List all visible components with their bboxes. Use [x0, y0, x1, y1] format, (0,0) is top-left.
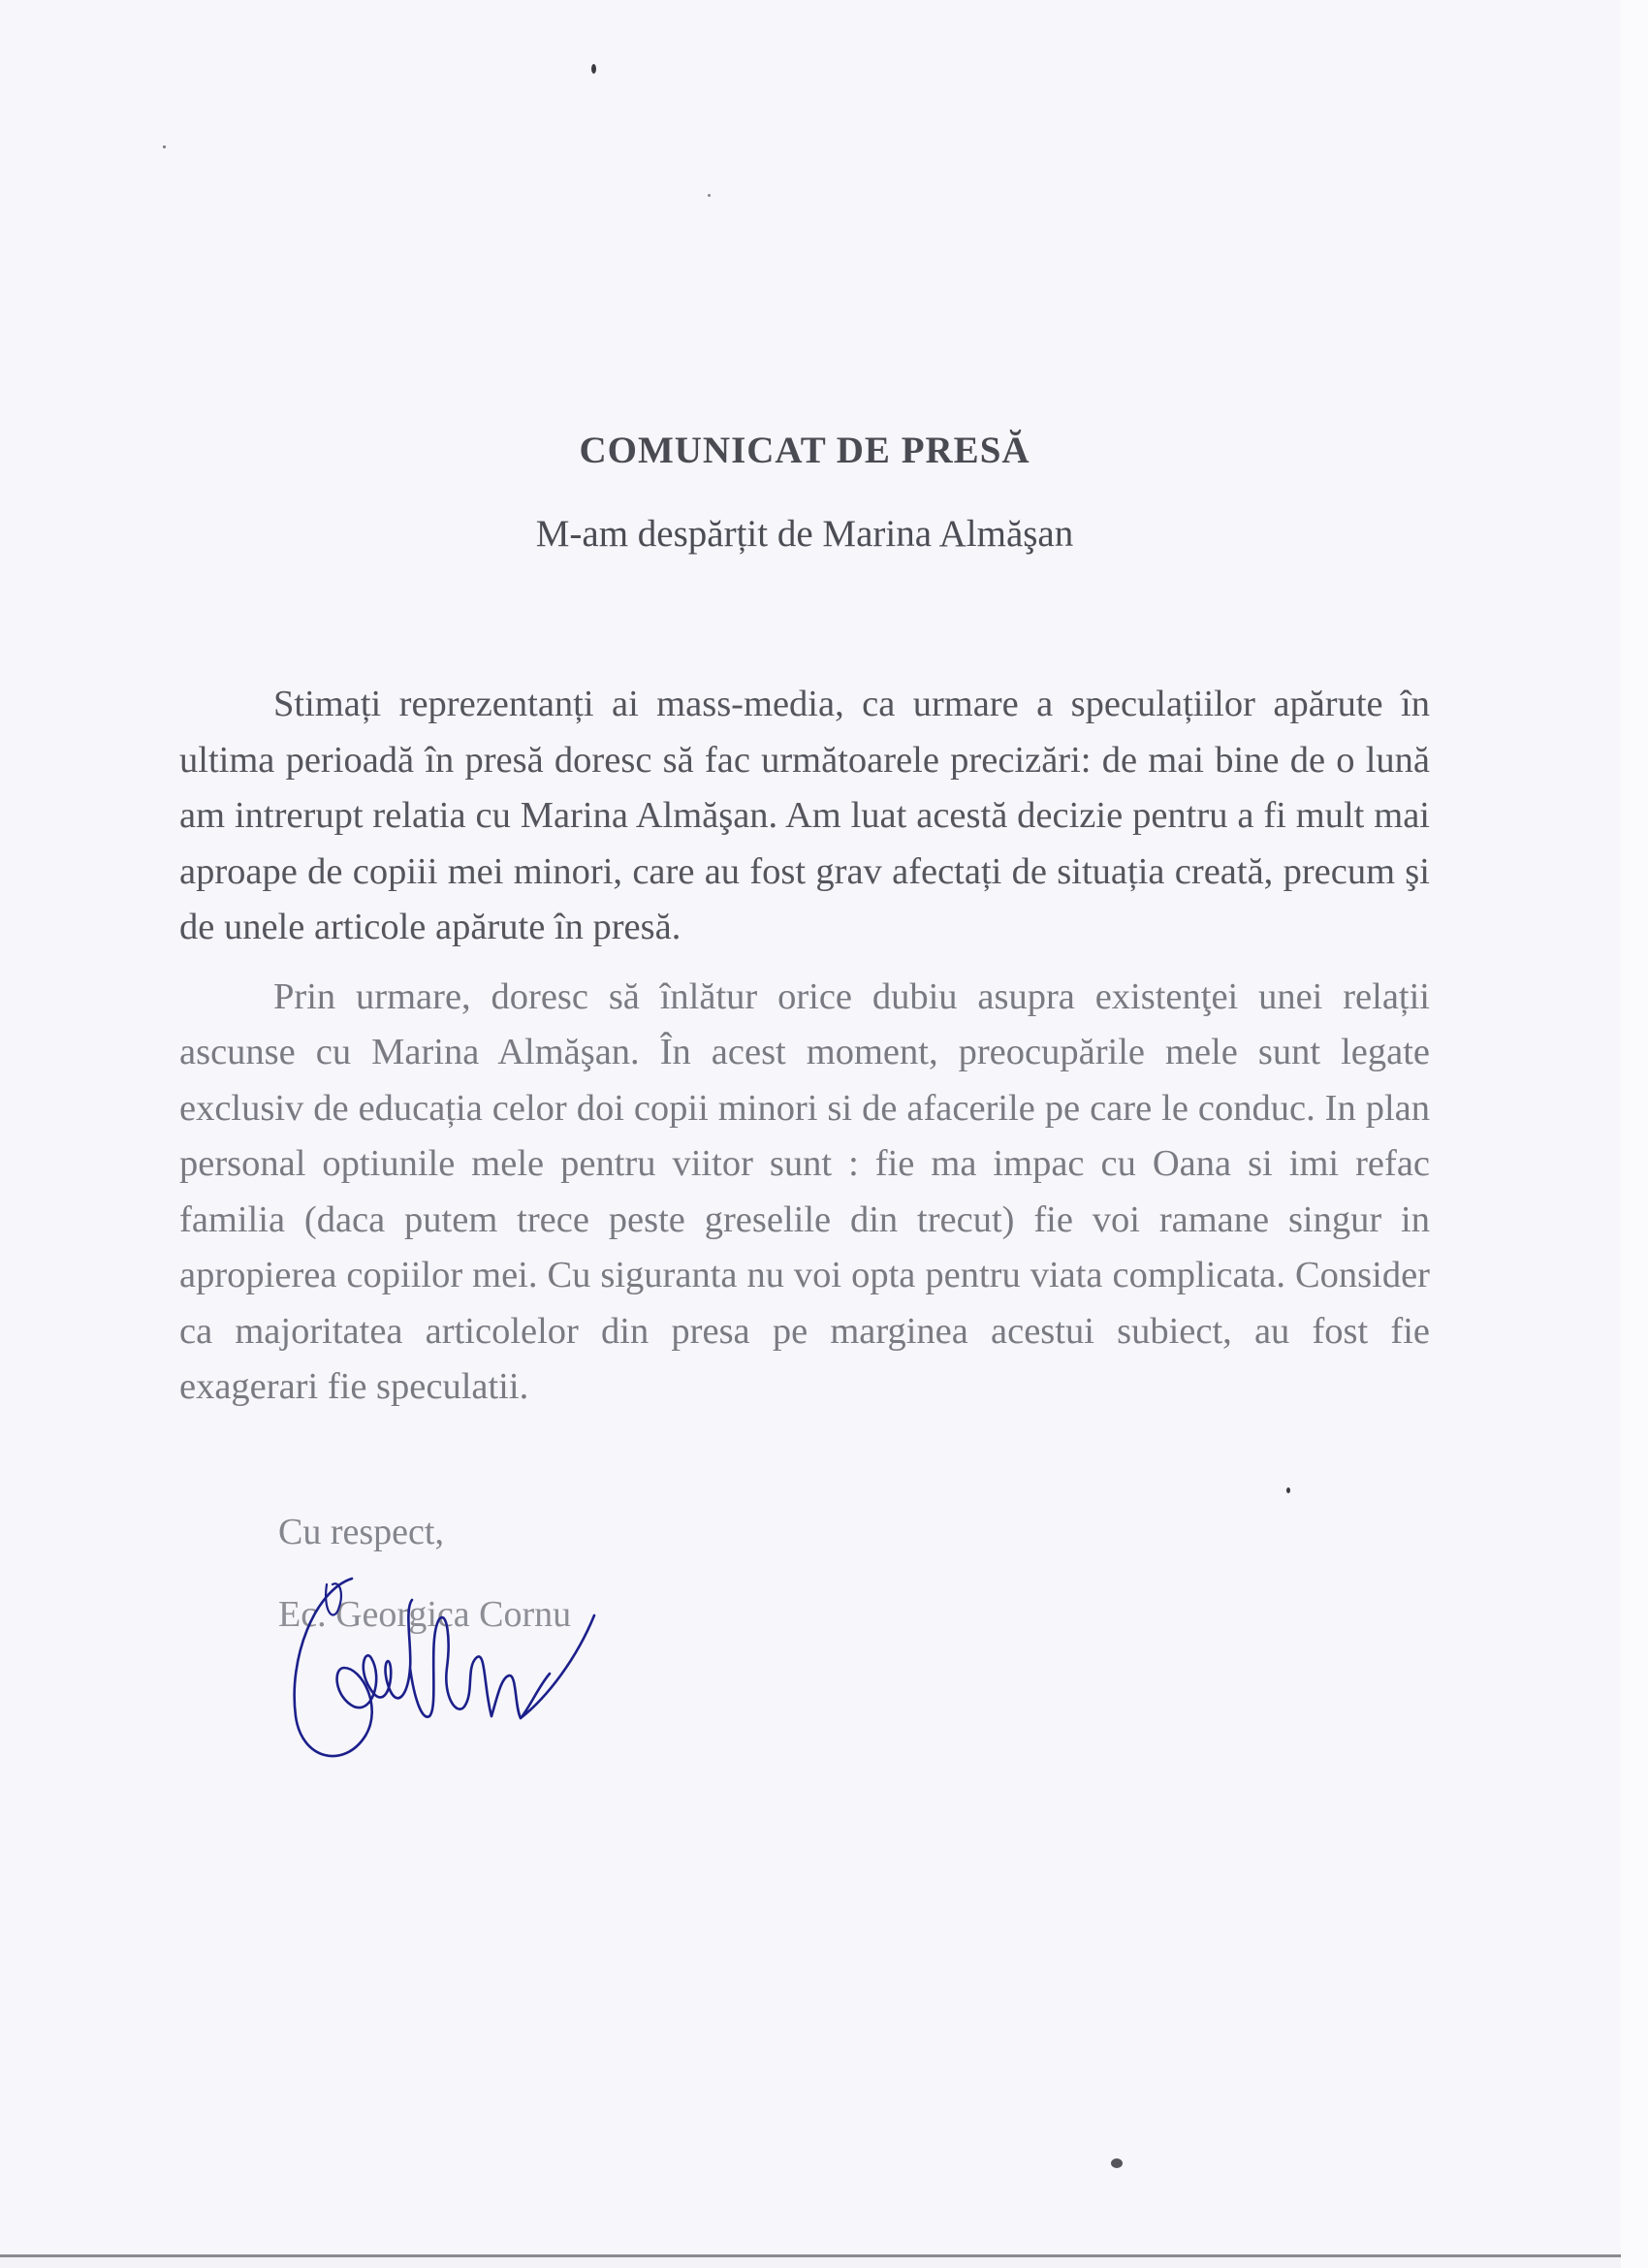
closing-salutation: Cu respect,	[278, 1512, 444, 1552]
document-subtitle: M-am despărțit de Marina Almăşan	[535, 513, 1074, 555]
signatory-name: Ec. Georgica Cornu	[278, 1594, 572, 1635]
document-title: COMUNICAT DE PRESĂ	[579, 430, 1030, 471]
paper-speck	[708, 194, 711, 197]
document-body	[179, 677, 1430, 1429]
paper-speck	[163, 145, 166, 148]
page-edge	[1621, 0, 1648, 2268]
handwritten-signature	[276, 1551, 616, 1774]
paragraph: Prin urmare, doresc să înlătur orice dubiu asupra existenţei unei relații ascunse cu Marina Almăşan. În acest moment, preocupările mele sunt legate exclusiv de educația celor doi copii minori si de afacerile pe care le conduc. In plan personal optiunile mele pentru viitor sunt : fie ma impac cu Oana si imi refac familia (daca putem trece peste greselile din trecut) fie voi ramane singur in apropierea copiilor mei. Cu siguranta nu voi opta pentru viata complicata. Consider ca majoritatea articolelor din presa pe marginea acestui subiect, au fost fie exagerari fie speculatii.	[179, 975, 1430, 1407]
paper-speck	[591, 64, 596, 74]
paragraph: Stimați reprezentanți ai mass-media, ca urmare a speculațiilor apărute în ultima perioadă în presă doresc să fac următoarele precizări: de mai bine de o lună am intrerupt relatia cu Marina Almăşan. Am luat acestă decizie pentru a fi mult mai aproape de copiii mei minori, care au fost grav afectați de situația creată, precum şi de unele articole apărute în presă.	[179, 684, 1430, 947]
paper-speck	[1286, 1487, 1290, 1493]
paper-speck	[1111, 2158, 1123, 2168]
